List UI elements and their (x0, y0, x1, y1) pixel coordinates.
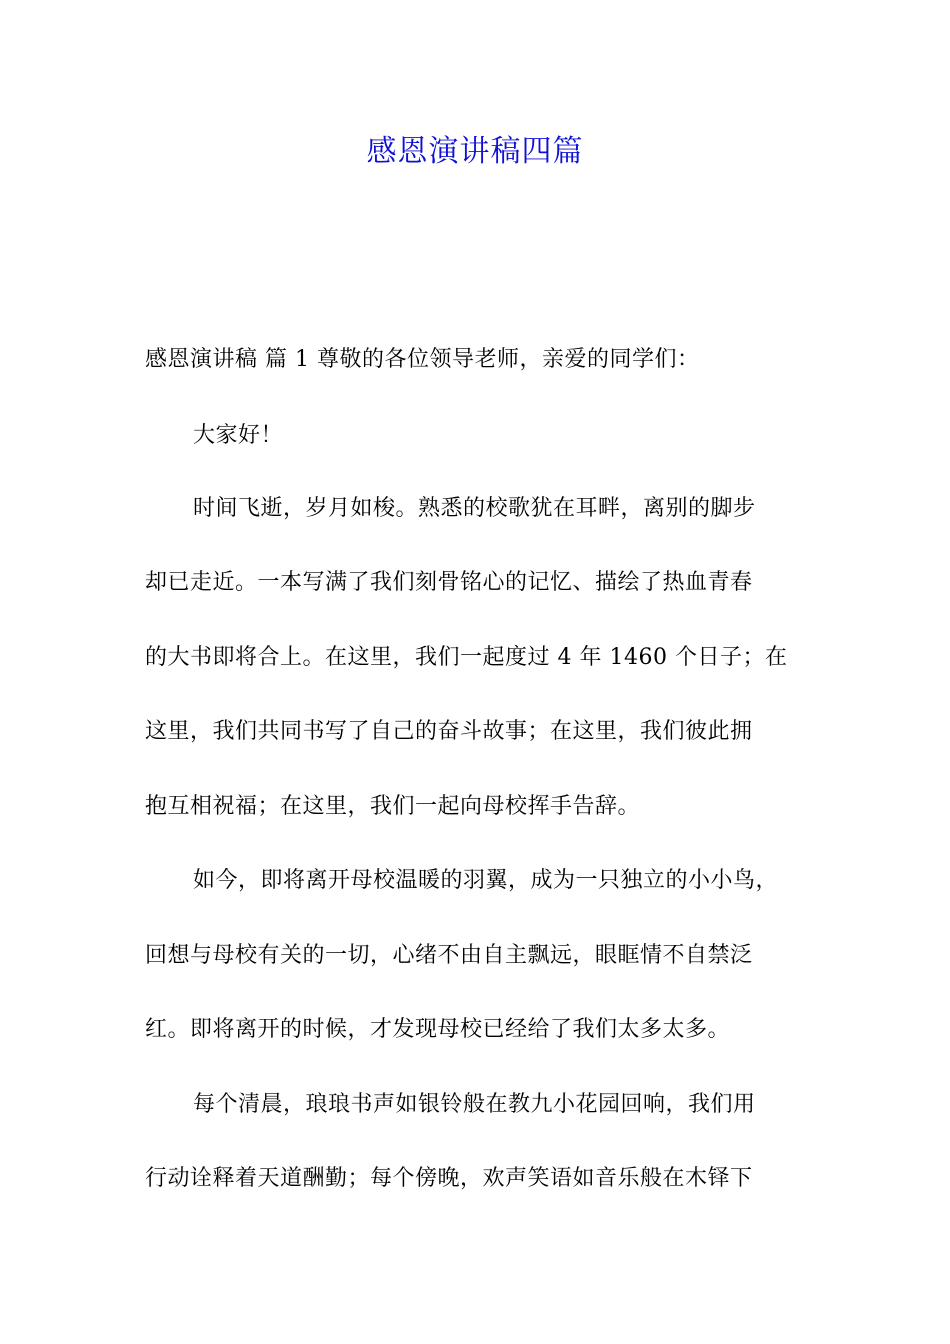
text-line: 行动诠释着天道酬勤；每个傍晚，欢声笑语如音乐般在木铎下 (145, 1166, 753, 1191)
text-line: 感恩演讲稿 篇 1 尊敬的各位领导老师，亲爱的同学们： (145, 347, 700, 372)
text-line: 红。即将离开的时候，才发现母校已经给了我们太多太多。 (145, 1017, 731, 1042)
text-line: 大家好！ (193, 423, 284, 448)
text-line: 时间飞逝，岁月如梭。熟悉的校歌犹在耳畔，离别的脚步 (193, 496, 756, 521)
text-line: 每个清晨，琅琅书声如银铃般在教九小花园回响，我们用 (193, 1092, 756, 1117)
text-line: 却已走近。一本写满了我们刻骨铭心的记忆、描绘了热血青春 (145, 570, 753, 595)
text-line: 抱互相祝福；在这里，我们一起向母校挥手告辞。 (145, 794, 641, 819)
document-title: 感恩演讲稿四篇 (366, 134, 584, 169)
text-line: 如今，即将离开母校温暖的羽翼，成为一只独立的小小鸟， (193, 868, 779, 893)
text-line: 回想与母校有关的一切，心绪不由自主飘远，眼眶情不自禁泛 (145, 943, 753, 968)
text-line: 的大书即将合上。在这里，我们一起度过 4 年 1460 个日子；在 (145, 645, 788, 670)
text-line: 这里，我们共同书写了自己的奋斗故事；在这里，我们彼此拥 (145, 719, 753, 744)
